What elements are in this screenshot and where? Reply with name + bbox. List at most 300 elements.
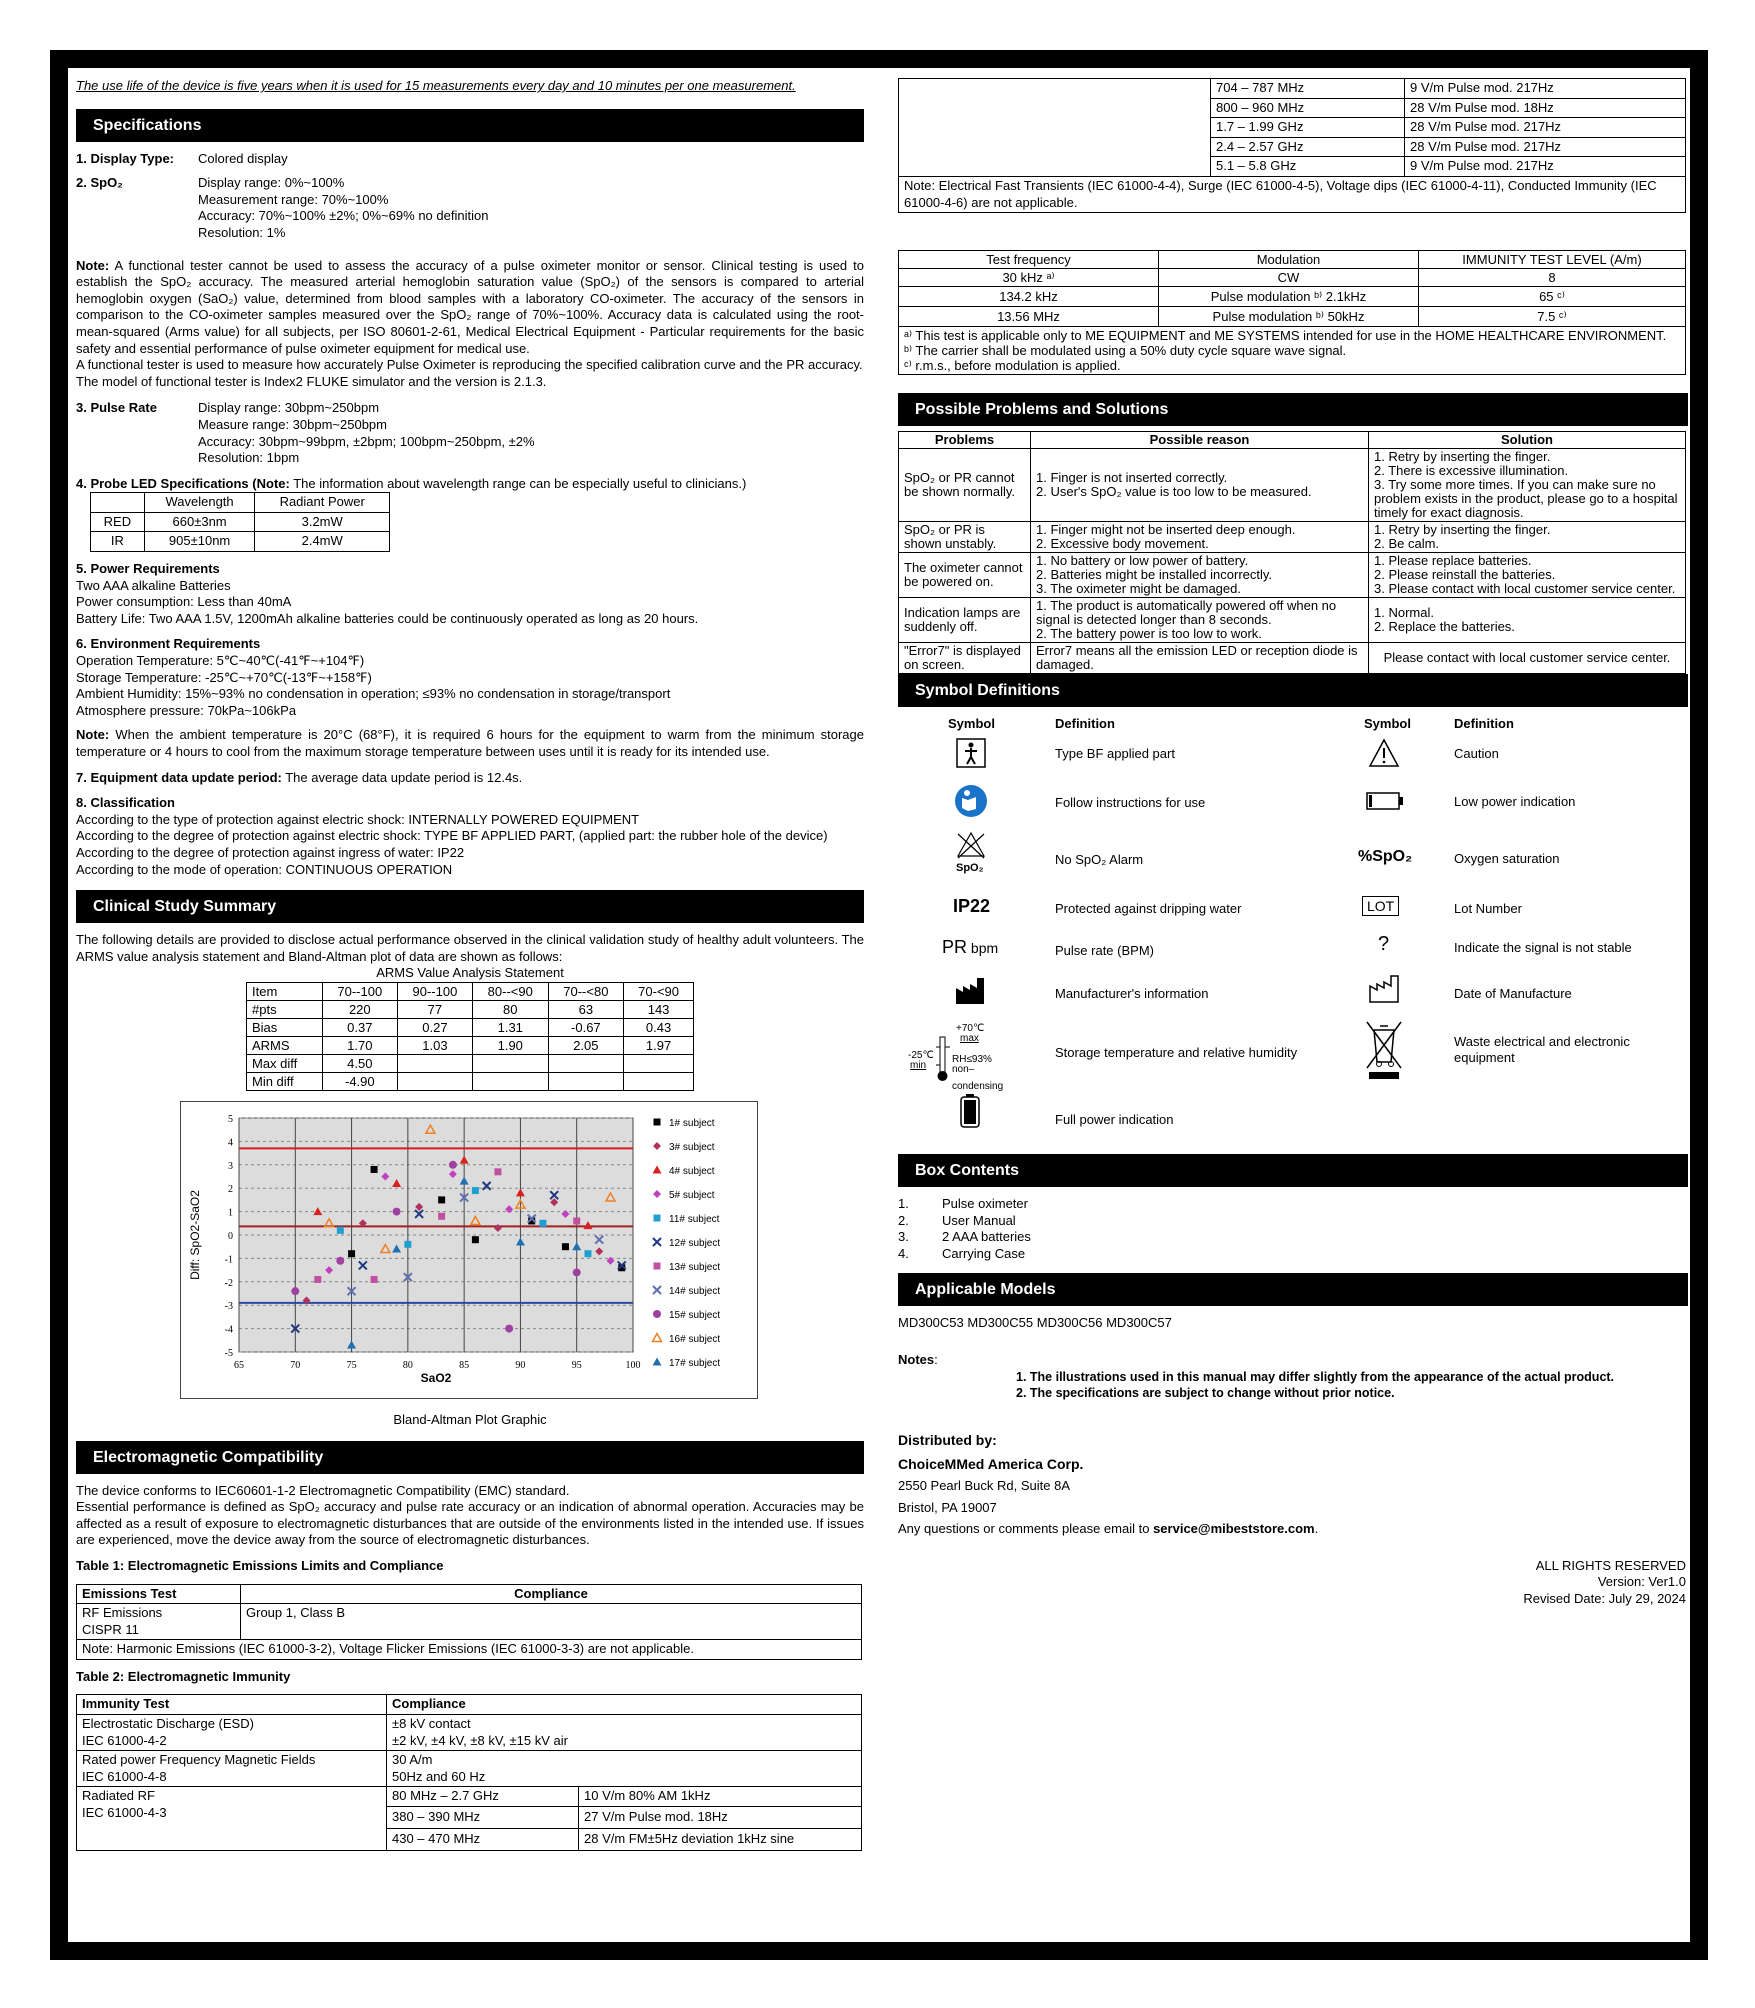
data-point xyxy=(472,1236,479,1243)
problems-table xyxy=(898,431,1686,674)
email-post: . xyxy=(1314,1521,1319,1537)
pr-bpm-symbol xyxy=(942,939,998,957)
update-period xyxy=(76,770,864,787)
temp-high: +70℃ xyxy=(956,1023,985,1035)
data-point xyxy=(562,1243,569,1250)
pr-line: Resolution: 1bpm xyxy=(198,450,300,466)
spo2-line: Resolution: 1% xyxy=(198,224,286,240)
rf-blank xyxy=(899,79,1211,177)
x-tick-label: 100 xyxy=(625,1359,641,1371)
esd-line: Electrostatic Discharge (ESD) xyxy=(82,1716,254,1732)
plot-caption: Bland-Altman Plot Graphic xyxy=(393,1411,547,1427)
data-point xyxy=(539,1220,546,1227)
arms-cell: ARMS xyxy=(247,1036,323,1054)
arms-cell: 0.37 xyxy=(322,1018,397,1036)
led-title xyxy=(76,476,864,493)
specifications-header: Specifications xyxy=(76,109,864,142)
rf-level: 27 V/m Pulse mod. 18Hz xyxy=(579,1807,862,1829)
arms-cell: 220 xyxy=(322,1000,397,1018)
rf-level: 28 V/m Pulse mod. 217Hz xyxy=(1405,118,1686,138)
rf-level: 28 V/m Pulse mod. 217Hz xyxy=(1405,137,1686,157)
arms-cell: 1.31 xyxy=(472,1018,548,1036)
data-point xyxy=(393,1208,401,1216)
temp-max-label: max xyxy=(960,1033,979,1045)
problem-row xyxy=(899,598,1686,643)
definition-heading: Definition xyxy=(1454,716,1514,732)
mag-line: IEC 61000-4-8 xyxy=(82,1768,167,1784)
data-point xyxy=(449,1161,457,1169)
rf-freq: 5.1 – 5.8 GHz xyxy=(1211,157,1405,177)
y-tick-label: 5 xyxy=(228,1113,233,1125)
mag-line: 50Hz and 60 Hz xyxy=(392,1768,486,1784)
arms-cell: 1.03 xyxy=(397,1036,472,1054)
cls-line: According to the degree of protection against electric shock: TYPE BF APPLIED PART, (applied part: the rubber hole of the device) xyxy=(76,828,828,844)
led-head: Wavelength xyxy=(144,493,255,513)
t1-test-line: RF Emissions xyxy=(82,1605,163,1621)
legend-label: 3# subject xyxy=(669,1141,715,1153)
rf-line: Radiated RF xyxy=(82,1788,155,1804)
mag-line: Rated power Frequency Magnetic Fields xyxy=(82,1752,316,1768)
version: Version: Ver1.0 xyxy=(1597,1574,1686,1590)
intro-text: The use life of the device is five years when it is used for 15 measurements every day and 10 minutes per one measurement. xyxy=(76,78,796,93)
spo2-label: 2. SpO₂ xyxy=(76,175,123,191)
legend-label: 13# subject xyxy=(669,1261,721,1273)
x-tick-label: 80 xyxy=(402,1359,413,1371)
t3-note: ᶜ⁾ r.m.s., before modulation is applied. xyxy=(904,358,1121,374)
box-item-number: 1. xyxy=(898,1196,909,1212)
pulse-rate-label: 3. Pulse Rate xyxy=(76,400,157,416)
arms-row xyxy=(247,982,694,1000)
display-type-label: 1. Display Type: xyxy=(76,150,175,166)
env-title: 6. Environment Requirements xyxy=(76,636,261,652)
temp-low: -25℃ xyxy=(908,1050,934,1062)
arms-cell: 70--<80 xyxy=(548,982,624,1000)
t1-note: Note: Harmonic Emissions (IEC 61000-3-2), Voltage Flicker Emissions (IEC 61000-3-3) are not applicable. xyxy=(77,1640,862,1660)
arms-row xyxy=(247,1000,694,1018)
box-item-label: Pulse oximeter xyxy=(942,1196,1028,1212)
caution-icon xyxy=(1368,738,1400,768)
x-axis-label: SaO2 xyxy=(420,1370,452,1385)
y-tick-label: -4 xyxy=(224,1324,233,1336)
problem-row xyxy=(899,553,1686,598)
spo2-line: Measurement range: 70%~100% xyxy=(198,191,389,207)
env-note-label: Note: xyxy=(76,727,110,743)
note-tester: A functional tester is used to measure how accurately Pulse Oximeter is reproducing the specified calibration curve and the PR accuracy. xyxy=(76,357,863,373)
data-point xyxy=(472,1187,479,1194)
led-title-text: 4. Probe LED Specifications ( xyxy=(76,475,257,491)
notes-label-text: Notes xyxy=(898,1352,935,1368)
arms-row xyxy=(247,1018,694,1036)
legend-label: 17# subject xyxy=(669,1357,721,1369)
address-line: Bristol, PA 19007 xyxy=(898,1499,997,1515)
arms-cell: 90--100 xyxy=(397,982,472,1000)
arms-row xyxy=(247,1072,694,1090)
legend-label: 11# subject xyxy=(669,1213,720,1225)
spo2-spec xyxy=(76,175,864,241)
full-power-icon xyxy=(960,1094,980,1128)
temp-min-label: min xyxy=(910,1060,927,1072)
note-model: The model of functional tester is Index2 FLUKE simulator and the version is 2.1.3. xyxy=(76,373,547,389)
rf-line: IEC 61000-4-3 xyxy=(82,1805,167,1821)
notes-label xyxy=(898,1352,1688,1369)
plot-svg xyxy=(181,1102,757,1398)
legend-label: 12# subject xyxy=(669,1237,721,1249)
t1-head: Emissions Test xyxy=(77,1584,241,1604)
emc-p1: The device conforms to IEC60601-1-2 Electromagnetic Compatibility (EMC) standard. xyxy=(76,1482,570,1498)
t3-head: Test frequency xyxy=(899,251,1159,269)
note-text: A functional tester cannot be used to assess the accuracy of a pulse oximeter monitor or sensor. Clinical testing is used to establish the SpO₂ accuracy. The measured arterial hemoglobin saturation value (SpO₂) of the sensors is compared to arterial hemoglobin oxygen (SaO₂) value, determined from blood samples with a laboratory CO-oximeter. The accuracy of the sensors in comparison to the CO-oximeter samples measured over the SpO₂ range of 70%~100%. Accuracy data is calculated using the root-mean-squared (Arms value) for all subjects, per ISO 80601-2-61, Medical Electrical Equipment - Particular requirements for the basic safety and essential performance of pulse oximeter equipment for medical use. xyxy=(76,257,864,356)
mag-line: 30 A/m xyxy=(392,1752,433,1768)
definition-lot: Lot Number xyxy=(1454,901,1522,917)
arms-cell: 1.97 xyxy=(624,1036,694,1054)
email-pre: Any questions or comments please email to xyxy=(898,1521,1154,1537)
type-bf-icon xyxy=(956,738,986,768)
legend-marker xyxy=(653,1357,662,1365)
rf-level: 28 V/m FM±5Hz deviation 1kHz sine xyxy=(579,1829,862,1851)
arms-cell xyxy=(397,1054,472,1072)
env-line: Storage Temperature: -25℃~+70℃(-13℉~+158℉) xyxy=(76,669,372,685)
power-line: Battery Life: Two AAA 1.5V, 1200mAh alkaline batteries could be continuously operated as long as 20 hours. xyxy=(76,610,699,626)
arms-cell: 70-<90 xyxy=(624,982,694,1000)
rf-freq: 2.4 – 2.57 GHz xyxy=(1211,137,1405,157)
t2-head: Immunity Test xyxy=(77,1695,387,1715)
arms-cell: #pts xyxy=(247,1000,323,1018)
problem-row xyxy=(899,643,1686,674)
led-head xyxy=(91,493,145,513)
problem-cell: 1. Retry by inserting the finger. 2. There is excessive illumination. 3. Try some more times. If you can make sure no problem exists in the product, please go to a hospital timely for exact diagnosis. xyxy=(1369,449,1686,522)
problems-head: Possible reason xyxy=(1031,432,1369,449)
t3-head: IMMUNITY TEST LEVEL (A/m) xyxy=(1419,251,1686,269)
led-cell: 905±10nm xyxy=(144,532,255,552)
esd-test xyxy=(77,1715,387,1751)
y-tick-label: 3 xyxy=(228,1160,233,1172)
rights-reserved: ALL RIGHTS RESERVED xyxy=(1535,1557,1686,1573)
legend-marker xyxy=(654,1118,661,1125)
email-line xyxy=(898,1521,1688,1538)
rf-level: 10 V/m 80% AM 1kHz xyxy=(579,1787,862,1807)
problems-head: Problems xyxy=(899,432,1031,449)
t3-notes xyxy=(899,327,1686,375)
cls-line: According to the type of protection against electric shock: INTERNALLY POWERED EQUIPMENT xyxy=(76,811,640,827)
legend-label: 15# subject xyxy=(669,1309,721,1321)
arms-cell: 70--100 xyxy=(322,982,397,1000)
pulse-rate-lines xyxy=(198,400,535,466)
y-tick-label: -3 xyxy=(224,1301,233,1313)
problem-cell: Indication lamps are suddenly off. xyxy=(899,598,1031,643)
mag-test xyxy=(77,1751,387,1787)
arms-cell xyxy=(472,1054,548,1072)
right-column xyxy=(898,78,1688,1608)
y-tick-label: -1 xyxy=(224,1254,233,1266)
y-tick-label: 4 xyxy=(228,1137,233,1149)
oxygen-saturation-symbol: %SpO₂ xyxy=(1358,848,1413,866)
y-tick-label: -5 xyxy=(224,1347,233,1359)
box-contents-header: Box Contents xyxy=(898,1154,1688,1187)
no-alarm-icon xyxy=(954,830,988,860)
problem-cell: 1. Finger is not inserted correctly. 2. User's SpO₂ value is too low to be measured. xyxy=(1031,449,1369,522)
arms-cell: 143 xyxy=(624,1000,694,1018)
env-line: Operation Temperature: 5℃~40℃(-41℉~+104℉) xyxy=(76,653,365,669)
unstable-signal-symbol: ? xyxy=(1378,933,1390,956)
definition-caution: Caution xyxy=(1454,746,1499,762)
led-cell: 660±3nm xyxy=(144,512,255,532)
pulse-rate-spec xyxy=(76,400,864,466)
legend-marker xyxy=(653,1333,662,1341)
arms-cell xyxy=(548,1054,624,1072)
spo2-line: Accuracy: 70%~100% ±2%; 0%~69% no definition xyxy=(198,208,489,224)
y-tick-label: 2 xyxy=(228,1184,233,1196)
arms-cell xyxy=(548,1072,624,1090)
problem-cell: 1. Finger might not be inserted deep enough. 2. Excessive body movement. xyxy=(1031,522,1369,553)
rf-note: Note: Electrical Fast Transients (IEC 61000-4-4), Surge (IEC 61000-4-5), Voltage dips (IEC 61000-4-11), Conducted Immunity (IEC 61000-4-6) are not applicable. xyxy=(899,176,1686,212)
esd-line: ±8 kV contact xyxy=(392,1716,471,1732)
power-line: Two AAA alkaline Batteries xyxy=(76,577,231,593)
t3-cell: CW xyxy=(1159,269,1419,287)
problems-head-row xyxy=(899,432,1686,449)
t3-note: ᵃ⁾ This test is applicable only to ME EQUIPMENT and ME SYSTEMS intended for use in the HOME HEALTHCARE ENVIRONMENT. xyxy=(904,328,1667,344)
box-item xyxy=(898,1229,1688,1246)
emissions-table xyxy=(76,1584,862,1660)
problem-cell: 1. Normal. 2. Replace the batteries. xyxy=(1369,598,1686,643)
data-point xyxy=(438,1213,445,1220)
table1-title: Table 1: Electromagnetic Emissions Limits and Compliance xyxy=(76,1557,444,1573)
x-tick-label: 70 xyxy=(290,1359,301,1371)
bland-altman-plot xyxy=(180,1101,758,1399)
ip22-symbol: IP22 xyxy=(953,896,991,917)
problem-cell: Please contact with local customer service center. xyxy=(1369,643,1686,674)
box-item xyxy=(898,1213,1688,1230)
arms-cell: 4.50 xyxy=(322,1054,397,1072)
spo2-line: Display range: 0%~100% xyxy=(198,175,345,191)
led-note-label: Note: xyxy=(256,475,290,491)
spo2-note xyxy=(76,258,864,358)
box-item-number: 2. xyxy=(898,1212,909,1228)
led-cell: RED xyxy=(91,512,145,532)
mag-compliance xyxy=(387,1751,862,1787)
y-tick-label: -2 xyxy=(224,1277,233,1289)
x-tick-label: 95 xyxy=(571,1359,582,1371)
power-title: 5. Power Requirements xyxy=(76,561,220,577)
rf-level: 9 V/m Pulse mod. 217Hz xyxy=(1405,79,1686,99)
box-item xyxy=(898,1196,1688,1213)
definition-full-power: Full power indication xyxy=(1055,1112,1174,1128)
led-head: Radiant Power xyxy=(255,493,390,513)
date-of-manufacture-icon xyxy=(1368,974,1400,1004)
esd-line: ±2 kV, ±4 kV, ±8 kV, ±15 kV air xyxy=(392,1732,568,1748)
problems-header: Possible Problems and Solutions xyxy=(898,393,1688,426)
display-type-value: Colored display xyxy=(198,150,288,166)
t3-cell: Pulse modulation ᵇ⁾ 2.1kHz xyxy=(1159,287,1419,307)
arms-cell: 0.27 xyxy=(397,1018,472,1036)
clinical-text: The following details are provided to disclose actual performance observed in the clinical validation study of healthy adult volunteers. The ARMS value analysis statement and Bland-Altman plot of data are shown as follows: xyxy=(76,932,864,964)
manufacturer-icon xyxy=(954,976,988,1006)
definition-manufacturer: Manufacturer's information xyxy=(1055,986,1209,1002)
lot-symbol: LOT xyxy=(1362,896,1399,916)
t3-cell: Pulse modulation ᵇ⁾ 50kHz xyxy=(1159,307,1419,327)
env-line: Ambient Humidity: 15%~93% no condensation in operation; ≤93% no condensation in storage/transport xyxy=(76,686,671,702)
arms-cell: 63 xyxy=(548,1000,624,1018)
t1-compliance: Group 1, Class B xyxy=(241,1604,862,1640)
bpm-text: bpm xyxy=(967,940,999,957)
arms-table xyxy=(246,982,694,1091)
left-column xyxy=(76,78,864,1851)
arms-row xyxy=(247,1036,694,1054)
legend-marker xyxy=(654,1214,661,1221)
box-item-label: 2 AAA batteries xyxy=(942,1229,1031,1245)
t3-cell: 134.2 kHz xyxy=(899,287,1159,307)
notes-list xyxy=(898,1369,1688,1402)
update-period-label: 7. Equipment data update period: xyxy=(76,769,282,785)
noncondensing-label: non–condensing xyxy=(952,1064,1004,1092)
emc-p2: Essential performance is defined as SpO₂ accuracy and pulse rate accuracy or an indication of abnormal operation. Accuracies may be affected as a result of exposure to electromagnetic disturbances that are outside of the environments listed in the intended use. If issues are experienced, move the device away from the source of electromagnetic disturbances. xyxy=(76,1499,864,1548)
symbols-header: Symbol Definitions xyxy=(898,674,1688,707)
legend-label: 4# subject xyxy=(669,1165,715,1177)
x-tick-label: 65 xyxy=(234,1359,244,1371)
led-cell: 2.4mW xyxy=(255,532,390,552)
problem-cell: 1. Please replace batteries. 2. Please reinstall the batteries. 3. Please contact with local customer service center. xyxy=(1369,553,1686,598)
box-list xyxy=(898,1196,1688,1262)
arms-cell: 2.05 xyxy=(548,1036,624,1054)
arms-title: ARMS Value Analysis Statement xyxy=(376,965,564,981)
legend-marker xyxy=(654,1262,661,1269)
rf-level: 28 V/m Pulse mod. 18Hz xyxy=(1405,98,1686,118)
data-point xyxy=(291,1287,299,1295)
t3-cell: 65 ᶜ⁾ xyxy=(1419,287,1686,307)
problem-cell: SpO₂ or PR cannot be shown normally. xyxy=(899,449,1031,522)
box-item-label: User Manual xyxy=(942,1212,1016,1228)
led-cell: 3.2mW xyxy=(255,512,390,532)
arms-row xyxy=(247,1054,694,1072)
instructions-icon xyxy=(954,784,988,818)
y-axis-label: Diff: SpO2-SaO2 xyxy=(188,1190,202,1280)
rf-freq: 800 – 960 MHz xyxy=(1211,98,1405,118)
definition-heading: Definition xyxy=(1055,716,1115,732)
update-period-text: The average data update period is 12.4s. xyxy=(281,769,523,785)
rh-label: RH≤93% xyxy=(952,1054,992,1066)
led-cell: IR xyxy=(91,532,145,552)
cls-line: According to the degree of protection against ingress of water: IP22 xyxy=(76,844,465,860)
box-item xyxy=(898,1246,1688,1263)
definition-no-alarm: No SpO₂ Alarm xyxy=(1055,852,1144,868)
rf-freq: 1.7 – 1.99 GHz xyxy=(1211,118,1405,138)
pr-text: PR xyxy=(942,937,968,958)
arms-cell: Max diff xyxy=(247,1054,323,1072)
arms-cell: Min diff xyxy=(247,1072,323,1090)
definition-weee: Waste electrical and electronic equipment xyxy=(1454,1034,1630,1066)
legend-label: 5# subject xyxy=(669,1189,715,1201)
data-point xyxy=(494,1168,501,1175)
t3-cell: 30 kHz ᵃ⁾ xyxy=(899,269,1159,287)
definition-instructions: Follow instructions for use xyxy=(1055,795,1206,811)
x-tick-label: 75 xyxy=(346,1359,357,1371)
note-item: 2. The specifications are subject to change without prior notice. xyxy=(1016,1386,1395,1401)
t3-head: Modulation xyxy=(1159,251,1419,269)
arms-cell: Bias xyxy=(247,1018,323,1036)
problem-row xyxy=(899,522,1686,553)
t3-note: ᵇ⁾ The carrier shall be modulated using a 50% duty cycle square wave signal. xyxy=(904,343,1347,359)
classification-title: 8. Classification xyxy=(76,795,175,811)
problem-cell: Error7 means all the emission LED or reception diode is damaged. xyxy=(1031,643,1369,674)
arms-cell: 1.90 xyxy=(472,1036,548,1054)
rf-continued-table xyxy=(898,78,1686,213)
legend-marker xyxy=(653,1190,661,1198)
definition-pr: Pulse rate (BPM) xyxy=(1055,943,1154,959)
weee-icon xyxy=(1364,1020,1404,1080)
t1-head: Compliance xyxy=(241,1584,862,1604)
problem-cell: SpO₂ or PR is shown unstably. xyxy=(899,522,1031,553)
rf-level: 9 V/m Pulse mod. 217Hz xyxy=(1405,157,1686,177)
pr-line: Display range: 30bpm~250bpm xyxy=(198,400,380,416)
legend-marker xyxy=(653,1142,661,1150)
legend-marker xyxy=(653,1165,662,1173)
data-point xyxy=(371,1166,378,1173)
definition-low-power: Low power indication xyxy=(1454,794,1576,810)
led-table xyxy=(90,492,390,552)
proximity-table xyxy=(898,250,1686,375)
models-list: MD300C53 MD300C55 MD300C56 MD300C57 xyxy=(898,1314,1172,1330)
y-tick-label: 0 xyxy=(228,1230,233,1242)
data-point xyxy=(336,1257,344,1265)
problem-cell: 1. No battery or low power of battery. 2. Batteries might be installed incorrectly. 3. The oximeter might be damaged. xyxy=(1031,553,1369,598)
legend-marker xyxy=(653,1286,661,1294)
rf-freq: 704 – 787 MHz xyxy=(1211,79,1405,99)
data-point xyxy=(584,1250,591,1257)
notes-colon: : xyxy=(934,1352,938,1368)
no-alarm-label: SpO₂ xyxy=(956,862,984,875)
clinical-header: Clinical Study Summary xyxy=(76,890,864,923)
emc-header: Electromagnetic Compatibility xyxy=(76,1441,864,1474)
t1-test xyxy=(77,1604,241,1640)
data-point xyxy=(404,1241,411,1248)
email-link[interactable]: service@mibeststore.com xyxy=(1153,1521,1315,1537)
t3-cell: 13.56 MHz xyxy=(899,307,1159,327)
pr-line: Accuracy: 30bpm~99bpm, ±2bpm; 100bpm~250bpm, ±2% xyxy=(198,433,535,449)
t3-cell: 8 xyxy=(1419,269,1686,287)
problem-cell: The oximeter cannot be powered on. xyxy=(899,553,1031,598)
low-power-icon xyxy=(1366,792,1404,810)
cls-line: According to the mode of operation: CONTINUOUS OPERATION xyxy=(76,861,453,877)
esd-compliance xyxy=(387,1715,862,1751)
definition-storage: Storage temperature and relative humidity xyxy=(1055,1045,1298,1061)
arms-cell xyxy=(624,1072,694,1090)
problem-cell: "Error7" is displayed on screen. xyxy=(899,643,1031,674)
symbol-grid xyxy=(898,716,1688,1154)
data-point xyxy=(573,1268,581,1276)
immunity-table xyxy=(76,1694,862,1851)
data-point xyxy=(438,1196,445,1203)
data-point xyxy=(573,1217,580,1224)
data-point xyxy=(337,1227,344,1234)
definition-unstable: Indicate the signal is not stable xyxy=(1454,940,1632,956)
problem-cell: 1. Retry by inserting the finger. 2. Be calm. xyxy=(1369,522,1686,553)
problems-head: Solution xyxy=(1369,432,1686,449)
plot-area xyxy=(239,1118,633,1352)
t1-test-line: CISPR 11 xyxy=(82,1621,139,1637)
symbol-heading: Symbol xyxy=(1364,716,1411,732)
pr-line: Measure range: 30bpm~250bpm xyxy=(198,416,387,432)
arms-cell: 77 xyxy=(397,1000,472,1018)
display-type xyxy=(76,151,864,168)
t3-cell: 7.5 ᶜ⁾ xyxy=(1419,307,1686,327)
env-line: Atmosphere pressure: 70kPa~106kPa xyxy=(76,702,297,718)
arms-cell: 1.70 xyxy=(322,1036,397,1054)
models-header: Applicable Models xyxy=(898,1273,1688,1306)
legend-label: 1# subject xyxy=(669,1117,715,1129)
esd-line: IEC 61000-4-2 xyxy=(82,1732,167,1748)
arms-cell: 0.43 xyxy=(624,1018,694,1036)
box-item-number: 4. xyxy=(898,1245,909,1261)
rf-freq: 80 MHz – 2.7 GHz xyxy=(387,1787,579,1807)
